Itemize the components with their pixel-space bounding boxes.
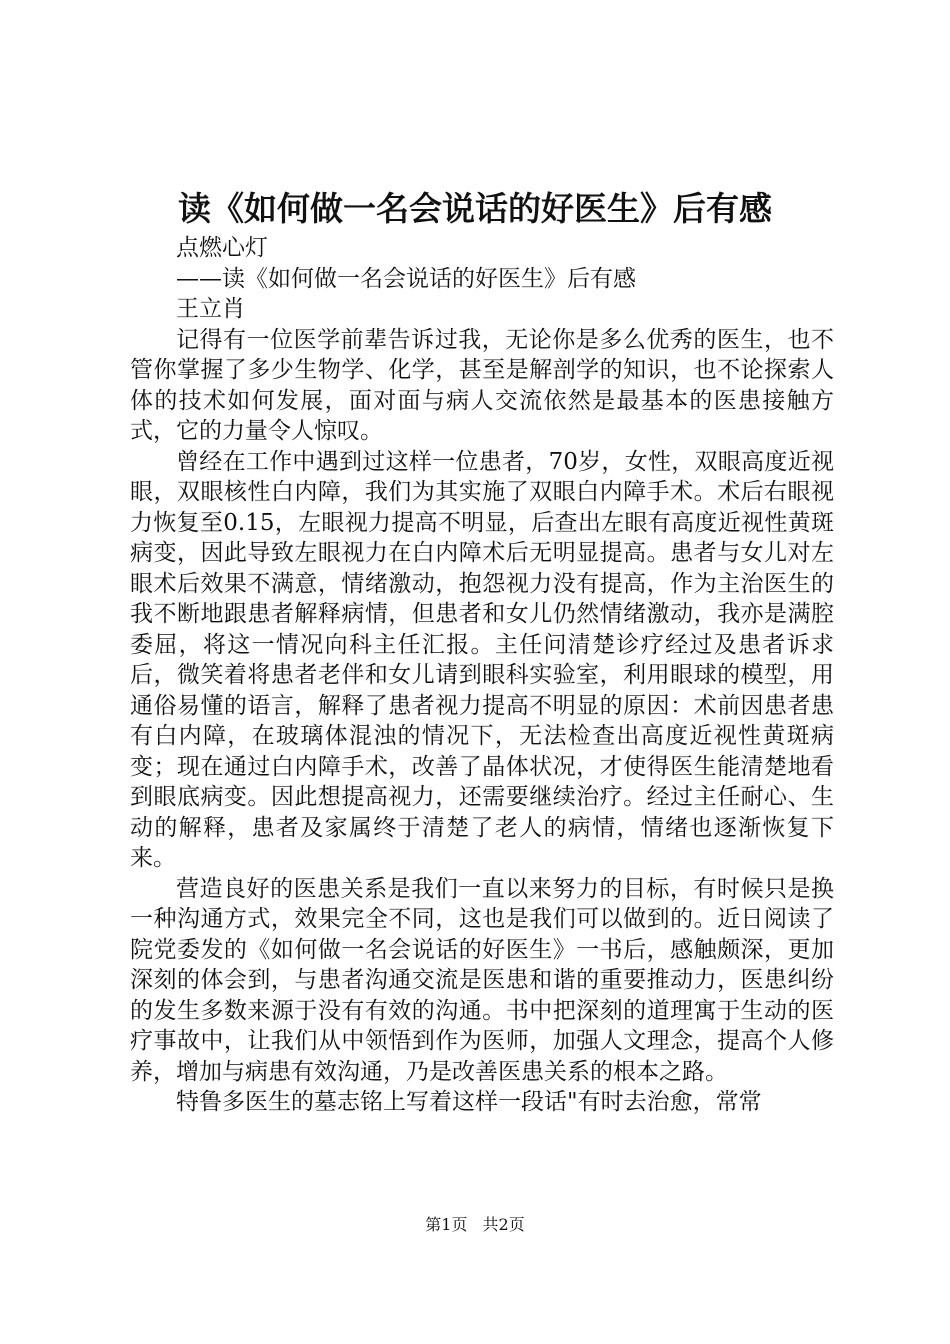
body-paragraph: 特鲁多医生的墓志铭上写着这样一段话"有时去治愈，常常 [176, 1089, 762, 1115]
body-paragraph: 营造良好的医患关系是我们一直以来努力的目标，有时候只是换一种沟通方式，效果完全不同，这也是我们可以做到的。近日阅读了院党委发的《如何做一名会说话的好医生》一书后，感触颇深，更加深刻的体会到，与患者沟通交流是医患和谐的重要推动力，医患纠纷的发生多数来源于没有有效的沟通。书中把深刻的道理寓于生动的医疗事故中，让我们从中领悟到作为医师，加强人文理念，提高个人修养，增加与病患有效沟通，乃是改善医患关系的根本之路。 [130, 875, 834, 1085]
author-name: 王立肖 [176, 296, 245, 322]
subtitle-line: 点燃心灯 [176, 235, 268, 261]
page-total: 共2页 [482, 1215, 525, 1234]
page-number: 第1页 [425, 1215, 468, 1234]
document-body [130, 233, 834, 1118]
document-title: 读《如何做一名会说话的好医生》后有感 [178, 189, 772, 228]
body-paragraph: 记得有一位医学前辈告诉过我，无论你是多么优秀的医生，也不管你掌握了多少生物学、化学，甚至是解剖学的知识，也不论探索人体的技术如何发展，面对面与病人交流依然是最基本的医患接触方式，它的力量令人惊叹。 [130, 326, 834, 444]
page-footer [0, 1214, 950, 1236]
subtitle-line: ——读《如何做一名会说话的好医生》后有感 [176, 265, 636, 292]
body-paragraph: 曾经在工作中遇到过这样一位患者，70岁，女性，双眼高度近视眼，双眼核性白内障，我们为其实施了双眼白内障手术。术后右眼视力恢复至0.15，左眼视力提高不明显，后查出左眼有高度近视性黄斑病变，因此导致左眼视力在白内障术后无明显提高。患者与女儿对左眼术后效果不满意，情绪激动，抱怨视力没有提高，作为主治医生的我不断地跟患者解释病情，但患者和女儿仍然情绪激动，我亦是满腔委屈，将这一情况向科主任汇报。主任问清楚诊疗经过及患者诉求后，微笑着将患者老伴和女儿请到眼科实验室，利用眼球的模型，用通俗易懂的语言，解释了患者视力提高不明显的原因：术前因患者患有白内障，在玻璃体混浊的情况下，无法检查出高度近视性黄斑病变；现在通过白内障手术，改善了晶体状况，才使得医生能清楚地看到眼底病变。因此想提高视力，还需要继续治疗。经过主任耐心、生动的解释，患者及家属终于清楚了老人的病情，情绪也逐渐恢复下来。 [130, 448, 834, 871]
